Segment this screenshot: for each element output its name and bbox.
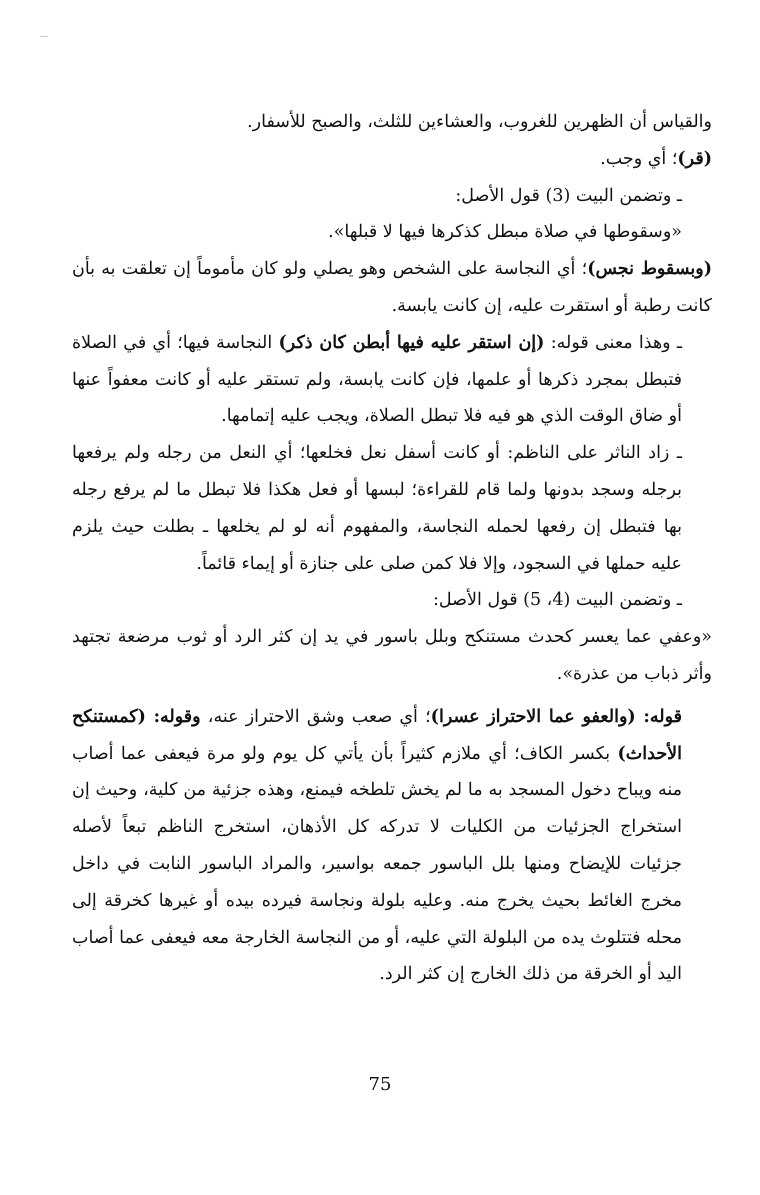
bold-text-segment: (وبسقوط نجس) xyxy=(587,259,713,280)
paragraph xyxy=(72,251,712,325)
text-segment: ـ وتضمن البيت (4، 5) قول الأصل: xyxy=(433,590,682,611)
scan-mark xyxy=(40,36,48,37)
bold-text-segment: (إن استقر عليه فيها أبطن كان ذكر) xyxy=(278,332,545,353)
text-segment: ؛ أي وجب. xyxy=(600,148,678,169)
text-segment: ـ وهذا معنى قوله: xyxy=(544,332,683,353)
paragraph xyxy=(72,141,712,178)
page-number: 75 xyxy=(368,1074,392,1095)
text-segment: بكسر الكاف؛ أي ملازم كثيراً بأن يأتي كل يوم ولو مرة فيعفى عما أصاب منه ويباح دخول المسجد به ما لم يخش تلطخه فيمنع، وهذه جزئية من كلية، وحيث إن استخراج الجزئيات من الكليات لا تدركه كل الأذهان، استخرج الناظم تبعاً لأصله جزئيات للإيضاح ومنها بلل الباسور جمعه بواسير، والمراد الباسور النابت في داخل مخرج الغائط بحيث يخرج منه. وعليه بلولة ونجاسة فيرده بيده أو غيرها كخرقة إلى محله فتتلوث يده من البلولة التي عليه، أو من النجاسة الخارجة معه فيعفى عما أصاب اليد أو الخرقة من ذلك الخارج إن كثر الرد. xyxy=(72,743,682,985)
text-segment: «وسقوطها في صلاة مبطل كذكرها فيها لا قبلها». xyxy=(328,222,682,243)
paragraph xyxy=(72,619,712,693)
text-segment: ؛ أي صعب وشق الاحتراز عنه، xyxy=(200,706,431,727)
bold-text-segment: وقوله: xyxy=(145,706,201,727)
text-segment: والقياس أن الظهرين للغروب، والعشاءين للثلث، والصبح للأسفار. xyxy=(247,112,712,132)
page-body xyxy=(72,104,712,993)
paragraph xyxy=(72,178,712,215)
paragraph xyxy=(72,435,712,582)
bold-text-segment: قوله: xyxy=(635,706,683,727)
paragraph xyxy=(72,582,712,619)
bold-text-segment: (كمستنكح الأحداث) xyxy=(72,706,682,764)
bold-text-segment: (قر) xyxy=(677,148,712,169)
paragraph xyxy=(72,325,712,435)
paragraph xyxy=(72,214,712,251)
text-segment: ـ وتضمن البيت (3) قول الأصل: xyxy=(455,185,682,206)
paragraph xyxy=(72,104,712,141)
bold-text-segment: (والعفو عما الاحتراز عسرا) xyxy=(430,706,636,727)
text-segment: ؛ أي النجاسة على الشخص وهو يصلي ولو كان مأموماً إن تعلقت به بأن كانت رطبة أو استقرت عليه، إن كانت يابسة. xyxy=(72,259,712,316)
text-segment: النجاسة فيها؛ أي في الصلاة فتبطل بمجرد ذكرها أو علمها، فإن كانت يابسة، ولم تستقر عليه أو كانت معفواً عنها أو ضاق الوقت الذي هو فيه فلا تبطل الصلاة، ويجب عليه إتمامها. xyxy=(72,332,682,427)
text-segment: ـ زاد الناثر على الناظم: أو كانت أسفل نعل فخلعها؛ أي النعل من رجله ولم يرفعها برجله وسجد بدونها ولما قام للقراءة؛ لبسها أو فعل هكذا فلا تبطل ما لم يرفع رجله بها فتبطل إن رفعها لحمله النجاسة، والمفهوم أنه لو لم يخلعها ـ بطلت حيث يلزم عليه حملها في السجود، وإلا فلا كمن صلى على جنازة أو إيماء قائماً. xyxy=(72,443,682,574)
text-segment: «وعفي عما يعسر كحدث مستنكح وبلل باسور في يد إن كثر الرد أو ثوب مرضعة تجتهد وأثر ذباب من عذرة». xyxy=(72,627,712,684)
paragraph xyxy=(72,699,712,993)
